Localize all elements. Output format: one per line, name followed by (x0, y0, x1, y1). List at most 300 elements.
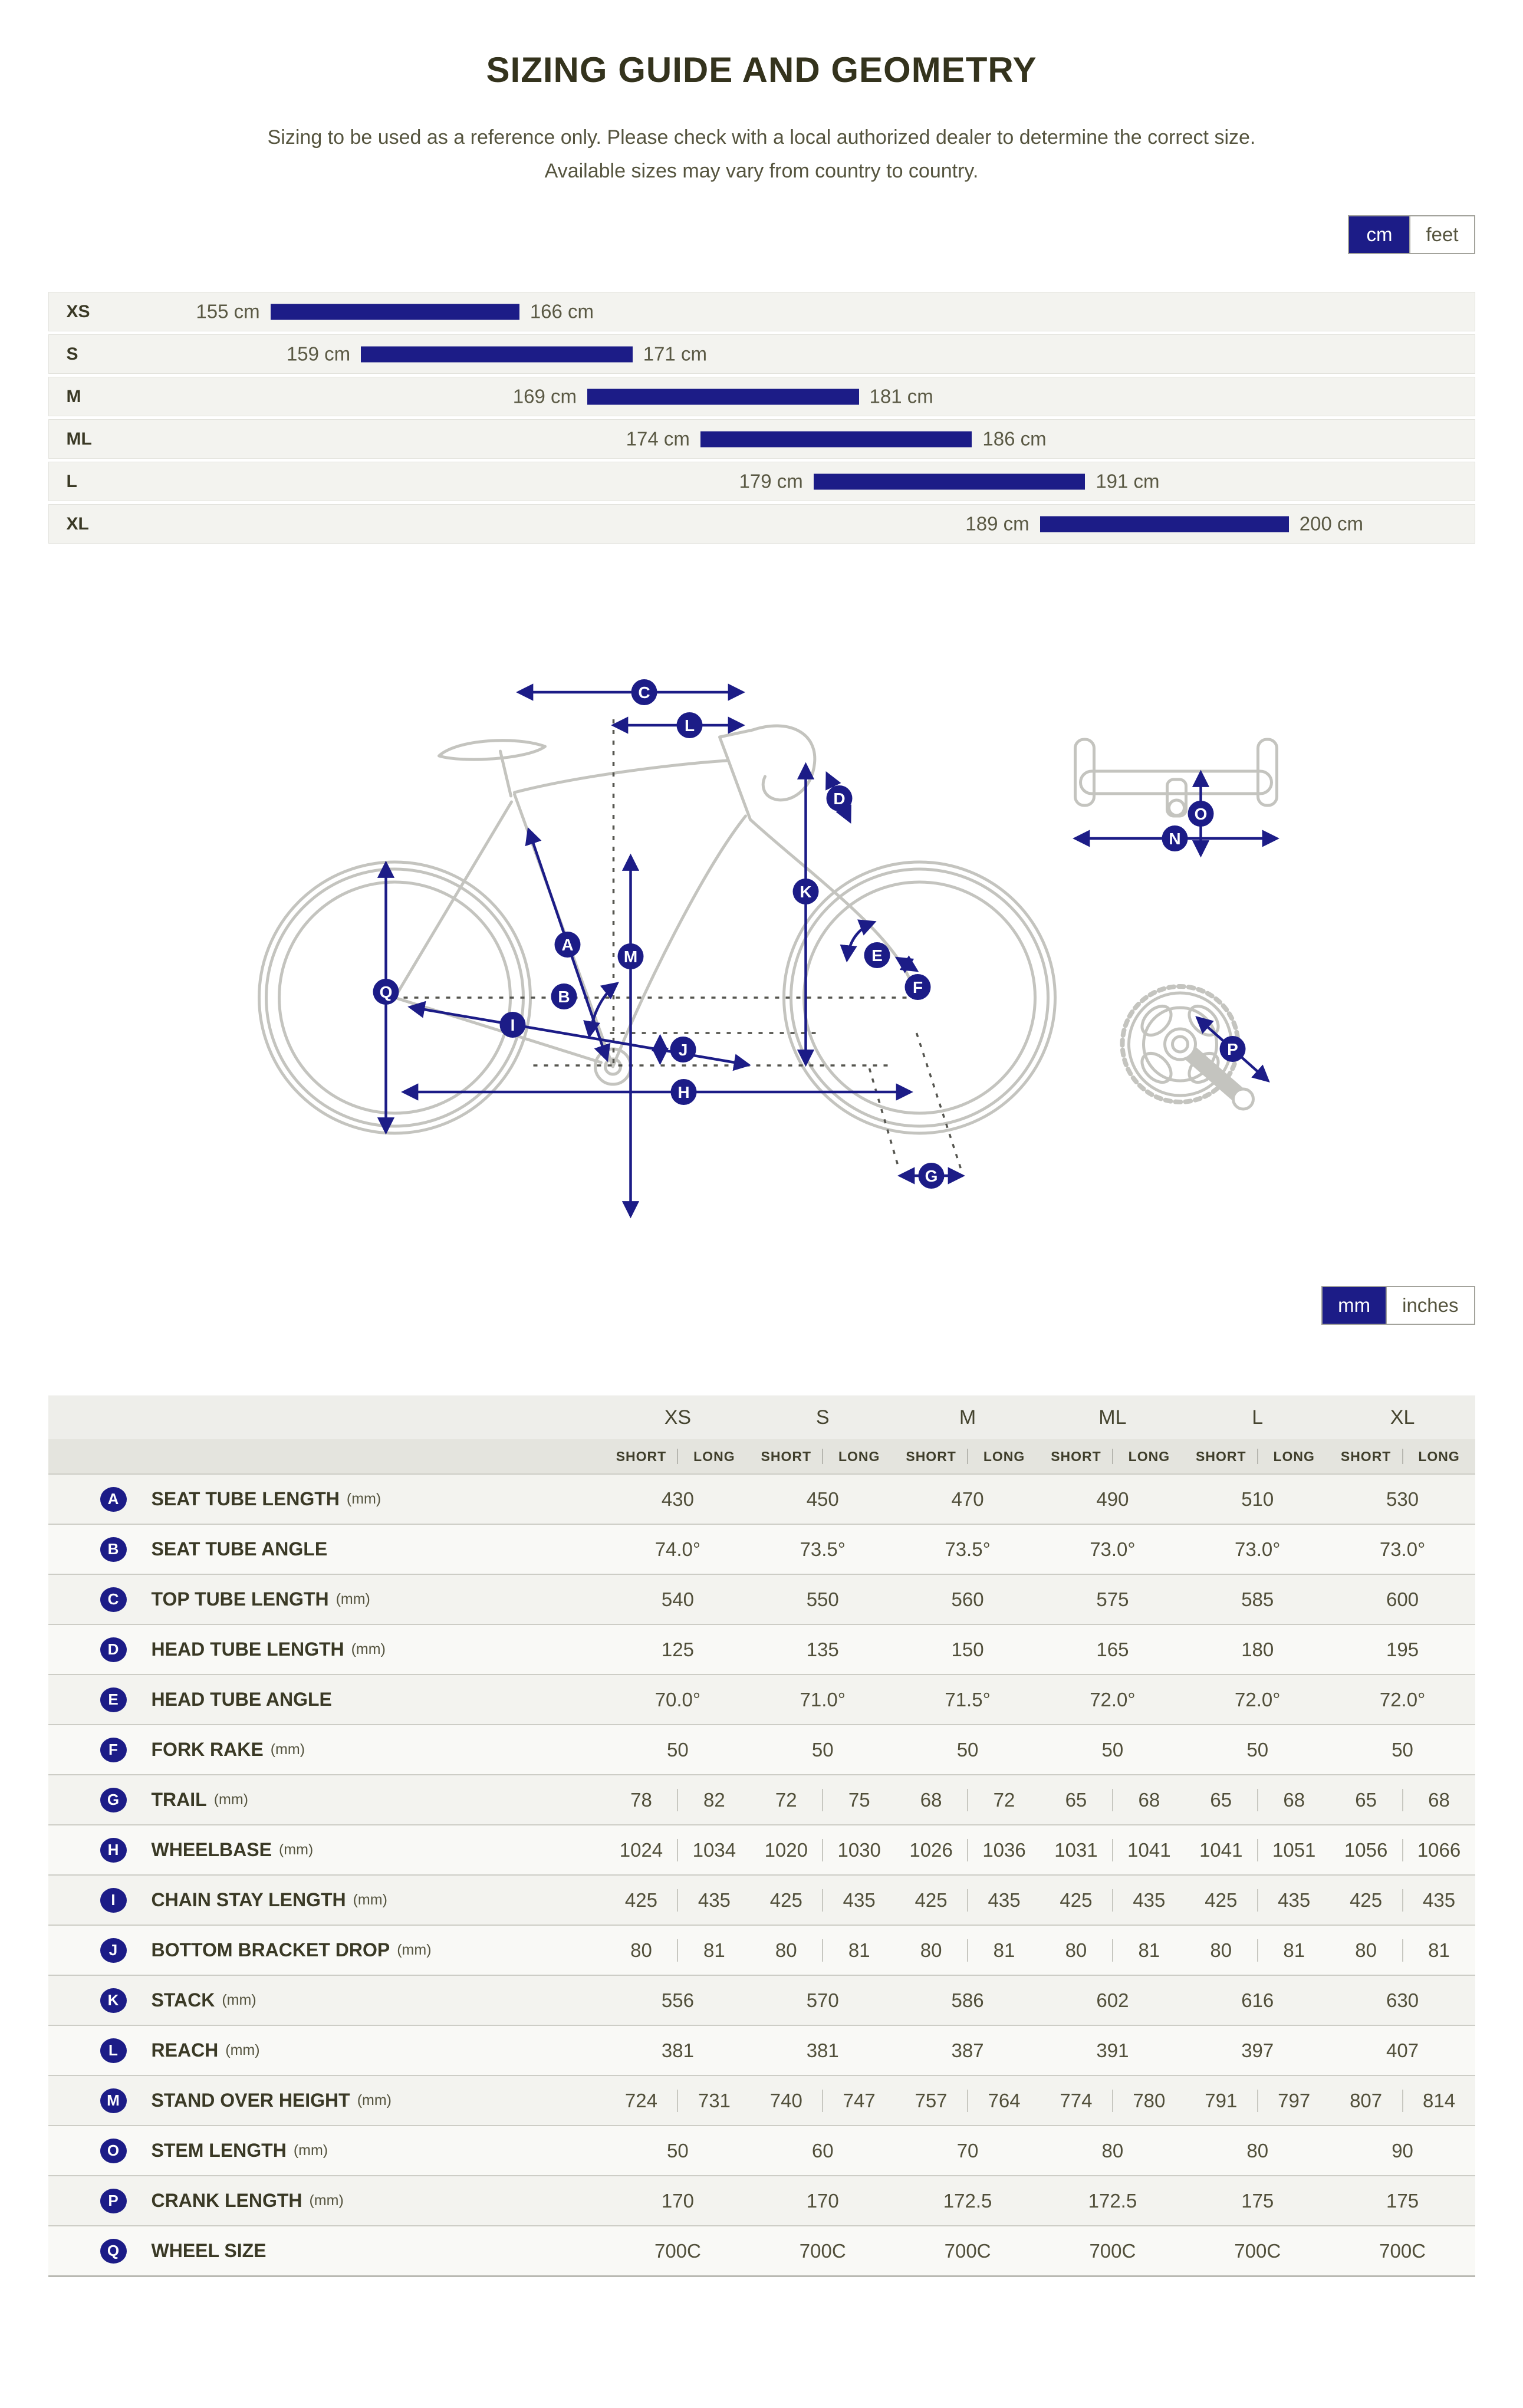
value-single: 80 (1101, 2139, 1124, 2162)
row-unit: (mm) (346, 1491, 381, 1507)
svg-text:H: H (677, 1083, 690, 1101)
subheader-short: SHORT (906, 1448, 956, 1464)
size-column-header: L (1252, 1406, 1264, 1429)
value-cell (1330, 1725, 1475, 1774)
value-cell (1330, 2226, 1475, 2275)
size-row (48, 419, 1475, 459)
svg-text:G: G (925, 1167, 938, 1185)
value-short: 425 (1350, 1889, 1383, 1911)
value-cell (606, 1976, 751, 2025)
value-cell (895, 1625, 1040, 1674)
value-cell (1185, 1725, 1330, 1774)
value-single: 50 (956, 1738, 979, 1761)
table-row (48, 1874, 1475, 1925)
value-cell (1185, 1475, 1330, 1524)
row-letter-badge: Q (100, 2239, 127, 2264)
row-label: HEAD TUBE ANGLE (151, 1689, 332, 1710)
value-cell (895, 2126, 1040, 2175)
value-single: 73.5° (800, 1538, 846, 1560)
value-single: 570 (806, 1989, 839, 2011)
svg-text:Q: Q (379, 983, 392, 1001)
geometry-table-subheader (48, 1439, 1475, 1473)
value-cell (1040, 1775, 1185, 1824)
geometry-table-body (48, 1473, 1475, 2275)
range-max-label: 200 cm (1299, 512, 1363, 535)
value-cell (895, 1926, 1040, 1975)
value-short: 740 (769, 2089, 802, 2111)
value-single: 72.0° (1379, 1688, 1426, 1710)
dim-label-A (554, 932, 580, 958)
value-cell (1185, 1575, 1330, 1624)
value-short: 425 (915, 1889, 948, 1911)
value-long: 1066 (1417, 1838, 1461, 1861)
row-letter-badge: L (100, 2038, 127, 2063)
svg-text:E: E (871, 946, 883, 965)
value-long: 435 (698, 1889, 731, 1911)
value-cell (606, 1926, 751, 1975)
height-range-bar (286, 343, 707, 365)
svg-text:M: M (623, 948, 637, 966)
value-single: 470 (951, 1488, 984, 1510)
value-single: 387 (951, 2039, 984, 2061)
size-row (48, 504, 1475, 544)
value-cell (895, 1825, 1040, 1874)
size-row-label: L (66, 471, 77, 491)
value-long: 1041 (1127, 1838, 1171, 1861)
row-letter-badge: H (100, 1838, 127, 1863)
value-single: 50 (811, 1738, 834, 1761)
value-short: 65 (1065, 1788, 1087, 1811)
value-cell (1185, 1775, 1330, 1824)
value-single: 391 (1096, 2039, 1129, 2061)
svg-text:B: B (557, 988, 570, 1006)
value-long: 81 (703, 1939, 725, 1961)
value-long: 81 (1428, 1939, 1450, 1961)
size-row (48, 377, 1475, 416)
value-single: 381 (806, 2039, 839, 2061)
value-cell (606, 1625, 751, 1674)
value-long: 72 (993, 1788, 1015, 1811)
row-label-cell (48, 2076, 606, 2125)
subtitle-line-2: Available sizes may vary from country to country. (544, 160, 979, 182)
toggle-inches-button[interactable]: inches (1386, 1287, 1473, 1324)
size-row-label: S (66, 344, 78, 364)
svg-text:F: F (912, 978, 923, 996)
value-cell (1185, 2176, 1330, 2225)
value-single: 602 (1096, 1989, 1129, 2011)
row-label-cell (48, 1675, 606, 1724)
range-max-label: 191 cm (1096, 470, 1160, 492)
row-label: TOP TUBE LENGTH (151, 1588, 329, 1610)
value-single: 73.0° (1235, 1538, 1281, 1560)
table-row (48, 2075, 1475, 2125)
row-label-cell (48, 1775, 606, 1824)
value-long: 68 (1428, 1788, 1450, 1811)
row-label-cell (48, 1525, 606, 1574)
size-row-label: XL (66, 514, 89, 534)
row-label: STAND OVER HEIGHT (151, 2090, 350, 2111)
value-cell (1330, 1625, 1475, 1674)
value-short: 1024 (619, 1838, 663, 1861)
value-cell (750, 1475, 895, 1524)
value-long: 797 (1278, 2089, 1311, 2111)
value-single: 450 (806, 1488, 839, 1510)
value-single: 50 (1246, 1738, 1269, 1761)
value-single: 556 (661, 1989, 694, 2011)
value-cell (895, 2176, 1040, 2225)
value-cell (606, 2026, 751, 2075)
value-cell (750, 1876, 895, 1925)
value-single: 700C (799, 2239, 846, 2262)
row-label: STACK (151, 1989, 215, 2011)
value-short: 757 (915, 2089, 948, 2111)
value-cell (1330, 2026, 1475, 2075)
row-letter-badge: E (100, 1687, 127, 1712)
value-cell (1185, 1825, 1330, 1874)
row-label: STEM LENGTH (151, 2140, 287, 2161)
value-long: 435 (1423, 1889, 1456, 1911)
range-max-label: 186 cm (982, 427, 1047, 450)
row-letter-badge: I (100, 1888, 127, 1913)
value-single: 195 (1386, 1638, 1419, 1660)
row-label: WHEELBASE (151, 1839, 272, 1860)
row-label-cell (48, 1575, 606, 1624)
value-short: 774 (1060, 2089, 1093, 2111)
value-cell (1330, 1775, 1475, 1824)
value-short: 425 (624, 1889, 657, 1911)
value-short: 68 (920, 1788, 942, 1811)
height-unit-toggle (1348, 215, 1475, 254)
dim-label-J (670, 1037, 696, 1062)
short-long-subheader (750, 1439, 895, 1473)
table-row (48, 1624, 1475, 1674)
value-long: 814 (1423, 2089, 1456, 2111)
value-single: 70.0° (654, 1688, 701, 1710)
value-cell (750, 1725, 895, 1774)
value-cell (750, 1775, 895, 1824)
table-row (48, 1724, 1475, 1774)
value-cell (1185, 1525, 1330, 1574)
row-unit: (mm) (353, 1891, 387, 1908)
value-short: 65 (1210, 1788, 1232, 1811)
value-single: 700C (1234, 2239, 1281, 2262)
value-long: 764 (988, 2089, 1021, 2111)
size-column-header: XS (664, 1406, 692, 1429)
value-single: 175 (1241, 2189, 1274, 2212)
svg-text:N: N (1168, 830, 1181, 848)
value-single: 165 (1096, 1638, 1129, 1660)
value-cell (1040, 1876, 1185, 1925)
row-label: BOTTOM BRACKET DROP (151, 1939, 390, 1960)
size-row-label: M (66, 386, 81, 406)
row-label-cell (48, 2226, 606, 2275)
subheader-long: LONG (693, 1448, 735, 1464)
dim-label-B (551, 983, 577, 1009)
range-min-label: 169 cm (512, 385, 577, 407)
dim-label-D (826, 785, 852, 811)
row-label-cell (48, 1976, 606, 2025)
value-single: 50 (1101, 1738, 1124, 1761)
subtitle-line-1: Sizing to be used as a reference only. Please check with a local authorized dealer to determine the correct size. (267, 126, 1256, 149)
size-row (48, 334, 1475, 374)
value-cell (606, 2126, 751, 2175)
subheader-long: LONG (1418, 1448, 1460, 1464)
value-single: 540 (661, 1588, 694, 1610)
value-cell (1330, 2126, 1475, 2175)
subheader-long: LONG (1128, 1448, 1170, 1464)
value-long: 731 (698, 2089, 731, 2111)
value-short: 1031 (1054, 1838, 1098, 1861)
value-cell (1330, 1825, 1475, 1874)
subheader-short: SHORT (1340, 1448, 1392, 1464)
value-long: 435 (843, 1889, 876, 1911)
height-size-chart (48, 292, 1475, 544)
value-single: 50 (667, 2139, 689, 2162)
value-short: 1026 (909, 1838, 953, 1861)
value-long: 81 (1138, 1939, 1160, 1961)
value-cell (1330, 1675, 1475, 1724)
svg-text:K: K (799, 883, 812, 901)
dim-label-C (631, 679, 657, 705)
row-letter-badge: F (100, 1738, 127, 1762)
value-short: 80 (1210, 1939, 1232, 1961)
size-column-header: S (815, 1406, 830, 1429)
short-long-subheader (1040, 1439, 1185, 1473)
value-single: 430 (661, 1488, 694, 1510)
value-cell (1330, 2076, 1475, 2125)
value-cell (895, 1976, 1040, 2025)
row-unit: (mm) (213, 1791, 249, 1808)
dim-label-F (904, 974, 930, 1000)
value-cell (750, 1825, 895, 1874)
table-row (48, 2175, 1475, 2225)
value-long: 435 (1133, 1889, 1166, 1911)
value-cell (1185, 2076, 1330, 2125)
height-range-bar (965, 512, 1363, 535)
size-header-spacer (48, 1396, 606, 1439)
range-min-label: 155 cm (196, 300, 260, 323)
value-cell (750, 2026, 895, 2075)
value-long: 75 (848, 1788, 870, 1811)
value-cell (750, 1926, 895, 1975)
toggle-cm-button[interactable]: cm (1349, 216, 1409, 253)
value-single: 700C (944, 2239, 991, 2262)
value-cell (606, 1725, 751, 1774)
value-single: 550 (806, 1588, 839, 1610)
value-long: 68 (1138, 1788, 1160, 1811)
value-short: 80 (920, 1939, 942, 1961)
size-column-header: ML (1098, 1406, 1127, 1429)
row-unit: (mm) (278, 1841, 314, 1858)
row-label-cell (48, 1725, 606, 1774)
row-label: TRAIL (151, 1789, 207, 1810)
subheader-short: SHORT (1051, 1448, 1101, 1464)
table-row (48, 1925, 1475, 1975)
row-label-cell (48, 2176, 606, 2225)
value-single: 80 (1246, 2139, 1269, 2162)
value-short: 425 (1060, 1889, 1093, 1911)
value-short: 1020 (764, 1838, 808, 1861)
row-label: SEAT TUBE ANGLE (151, 1538, 328, 1560)
value-cell (895, 1575, 1040, 1624)
value-long: 1036 (982, 1838, 1026, 1861)
range-min-label: 179 cm (739, 470, 803, 492)
value-cell (1330, 1475, 1475, 1524)
dim-label-Q (373, 979, 399, 1005)
value-cell (1185, 1675, 1330, 1724)
value-cell (750, 2126, 895, 2175)
value-cell (1040, 2176, 1185, 2225)
value-long: 435 (988, 1889, 1021, 1911)
row-letter-badge: P (100, 2189, 127, 2213)
value-cell (895, 1675, 1040, 1724)
value-single: 585 (1241, 1588, 1274, 1610)
table-row (48, 2025, 1475, 2075)
value-cell (895, 1876, 1040, 1925)
value-cell (1040, 1575, 1185, 1624)
value-long: 1030 (837, 1838, 881, 1861)
row-label: WHEEL SIZE (151, 2240, 267, 2261)
dim-label-I (499, 1012, 525, 1038)
value-cell (895, 2226, 1040, 2275)
dim-label-E (864, 942, 890, 968)
toggle-mm-button[interactable]: mm (1323, 1287, 1386, 1324)
value-cell (750, 2176, 895, 2225)
value-cell (1040, 2076, 1185, 2125)
value-single: 180 (1241, 1638, 1274, 1660)
table-row (48, 1574, 1475, 1624)
value-cell (606, 2226, 751, 2275)
dim-label-N (1162, 825, 1188, 851)
value-long: 1034 (692, 1838, 736, 1861)
range-min-label: 189 cm (965, 512, 1029, 535)
range-max-label: 171 cm (643, 343, 707, 365)
value-cell (1040, 1976, 1185, 2025)
short-long-subheader (895, 1439, 1040, 1473)
row-unit: (mm) (270, 1741, 305, 1758)
value-single: 72.0° (1235, 1688, 1281, 1710)
value-cell (606, 1675, 751, 1724)
value-cell (1330, 2176, 1475, 2225)
size-row (48, 292, 1475, 331)
row-letter-badge: A (100, 1487, 127, 1512)
short-long-subheader (606, 1439, 751, 1473)
value-cell (750, 1525, 895, 1574)
value-long: 68 (1283, 1788, 1305, 1811)
short-long-subheader (1330, 1439, 1475, 1473)
dim-label-H (670, 1079, 696, 1105)
value-long: 82 (703, 1788, 725, 1811)
row-letter-badge: O (100, 2139, 127, 2163)
table-row (48, 1473, 1475, 1524)
svg-text:P: P (1226, 1040, 1238, 1058)
value-single: 73.0° (1090, 1538, 1136, 1560)
diagram-wrap (48, 656, 1475, 1248)
dim-label-L (676, 712, 702, 738)
svg-text:L: L (684, 716, 695, 735)
value-cell (1185, 1625, 1330, 1674)
row-label: SEAT TUBE LENGTH (151, 1488, 340, 1509)
value-single: 60 (811, 2139, 834, 2162)
row-label: CHAIN STAY LENGTH (151, 1889, 346, 1910)
value-short: 80 (1065, 1939, 1087, 1961)
subheader-short: SHORT (1196, 1448, 1246, 1464)
value-single: 125 (661, 1638, 694, 1660)
row-unit: (mm) (397, 1942, 432, 1958)
row-label-cell (48, 1926, 606, 1975)
svg-text:I: I (510, 1016, 515, 1034)
value-short: 1041 (1199, 1838, 1243, 1861)
value-single: 175 (1386, 2189, 1419, 2212)
value-single: 490 (1096, 1488, 1129, 1510)
geometry-unit-toggle-row (48, 1286, 1475, 1325)
size-row (48, 462, 1475, 501)
table-row (48, 1774, 1475, 1824)
value-short: 80 (1355, 1939, 1377, 1961)
value-long: 81 (848, 1939, 870, 1961)
row-label: CRANK LENGTH (151, 2190, 302, 2211)
height-range-bar (626, 427, 1047, 450)
value-long: 747 (843, 2089, 876, 2111)
value-short: 78 (630, 1788, 652, 1811)
value-long: 780 (1133, 2089, 1166, 2111)
page-subtitle (48, 121, 1475, 188)
value-short: 791 (1205, 2089, 1238, 2111)
range-max-label: 166 cm (529, 300, 594, 323)
size-row-label: XS (66, 301, 90, 321)
table-row (48, 1975, 1475, 2025)
value-single: 70 (956, 2139, 979, 2162)
value-long: 81 (993, 1939, 1015, 1961)
value-long: 435 (1278, 1889, 1311, 1911)
value-cell (1185, 1976, 1330, 2025)
value-short: 1056 (1344, 1838, 1388, 1861)
value-cell (606, 2176, 751, 2225)
height-range-bar (512, 385, 933, 407)
row-letter-badge: K (100, 1988, 127, 2013)
row-unit: (mm) (222, 1992, 256, 2008)
value-cell (1040, 2026, 1185, 2075)
value-cell (606, 2076, 751, 2125)
row-label: FORK RAKE (151, 1739, 264, 1760)
bike-geometry-diagram (48, 656, 1475, 1245)
toggle-feet-button[interactable]: feet (1409, 216, 1473, 253)
row-label-cell (48, 1625, 606, 1674)
value-cell (895, 2026, 1040, 2075)
svg-text:D: D (833, 789, 846, 808)
bike-frame-drawing (259, 726, 1277, 1133)
value-cell (1330, 1926, 1475, 1975)
table-row (48, 1674, 1475, 1724)
geometry-table-size-header (48, 1396, 1475, 1439)
value-single: 586 (951, 1989, 984, 2011)
value-single: 397 (1241, 2039, 1274, 2061)
row-label-cell (48, 2126, 606, 2175)
row-unit: (mm) (357, 2092, 392, 2108)
table-row (48, 1524, 1475, 1574)
value-cell (1185, 2226, 1330, 2275)
value-short: 807 (1350, 2089, 1383, 2111)
value-cell (895, 1775, 1040, 1824)
value-single: 50 (1392, 1738, 1413, 1761)
row-unit: (mm) (225, 2042, 260, 2058)
value-cell (750, 2226, 895, 2275)
value-single: 90 (1392, 2139, 1413, 2162)
value-single: 170 (806, 2189, 839, 2212)
value-cell (1185, 1876, 1330, 1925)
value-cell (606, 1525, 751, 1574)
row-letter-badge: M (100, 2088, 127, 2113)
